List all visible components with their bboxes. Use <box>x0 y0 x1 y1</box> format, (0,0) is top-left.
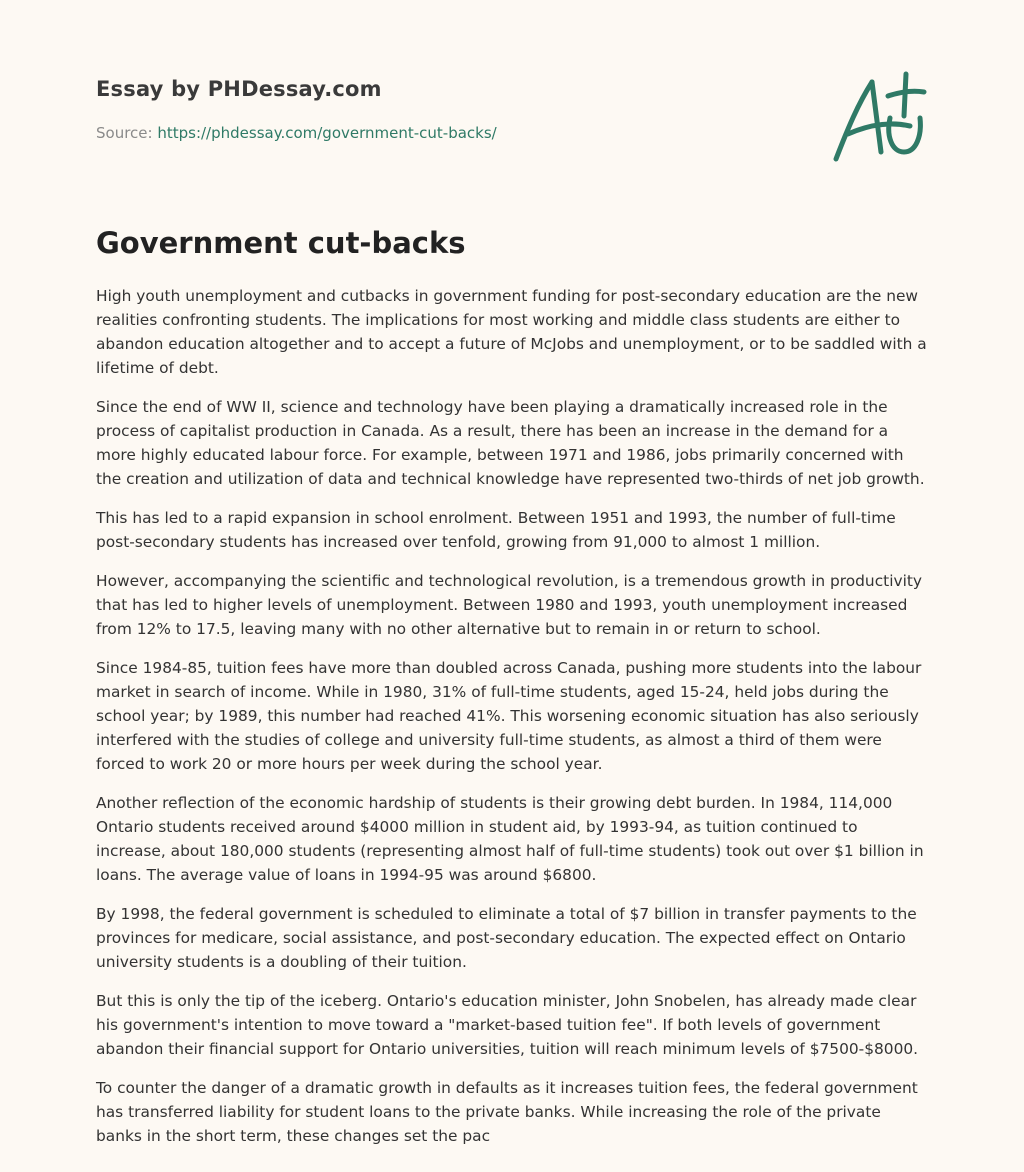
essay-paragraph: High youth unemployment and cutbacks in government funding for post-secondary education are the new realities confronting students. The implications for most working and middle class students are either to abandon education altogether and to accept a future of McJobs and unemployment, or to be saddled with a lifetime of debt. <box>96 287 927 377</box>
source-label: Source: <box>96 124 158 142</box>
essay-paragraph: This has led to a rapid expansion in school enrolment. Between 1951 and 1993, the number of full-time post-secondary students has increased over tenfold, growing from 91,000 to almost 1 million. <box>96 509 896 551</box>
source-line <box>96 124 497 142</box>
essay-paragraph: Since the end of WW II, science and technology have been playing a dramatically increased role in the process of capitalist production in Canada. As a result, there has been an increase in the demand for a more highly educated labour force. For example, between 1971 and 1986, jobs primarily concerned with the creation and utilization of data and technical knowledge have represented two-thirds of net job growth. <box>96 398 925 488</box>
source-link[interactable]: https://phdessay.com/government-cut-backs/ <box>157 124 497 142</box>
a-plus-logo-icon <box>828 66 928 166</box>
page-header <box>96 0 928 200</box>
essay-paragraph: Since 1984-85, tuition fees have more than doubled across Canada, pushing more students into the labour market in search of income. While in 1980, 31% of full-time students, aged 15-24, held jobs during the school year; by 1989, this number had reached 41%. This worsening economic situation has also seriously interfered with the studies of college and university full-time students, as almost a third of them were forced to work 20 or more hours per week during the school year. <box>96 659 922 773</box>
essay-paragraph: However, accompanying the scientific and technological revolution, is a tremendous growth in productivity that has led to higher levels of unemployment. Between 1980 and 1993, youth unemployment increased from 12% to 17.5, leaving many with no other alternative but to remain in or return to school. <box>96 572 922 638</box>
essay-paragraph: But this is only the tip of the iceberg. Ontario's education minister, John Snobelen, has already made clear his government's intention to move toward a "market-based tuition fee". If both levels of government abandon their financial support for Ontario universities, tuition will reach minimum levels of $7500-$8000. <box>96 992 919 1058</box>
site-brand: Essay by PHDessay.com <box>96 77 382 101</box>
essay-title: Government cut-backs <box>96 226 466 260</box>
essay-body <box>96 284 928 1163</box>
essay-paragraph: By 1998, the federal government is scheduled to eliminate a total of $7 billion in transfer payments to the provinces for medicare, social assistance, and post-secondary education. The expected effect on Ontario university students is a doubling of their tuition. <box>96 905 917 971</box>
essay-paragraph: To counter the danger of a dramatic growth in defaults as it increases tuition fees, the federal government has transferred liability for student loans to the private banks. While increasing the role of the private banks in the short term, these changes set the pac <box>96 1079 918 1145</box>
essay-paragraph: Another reflection of the economic hardship of students is their growing debt burden. In 1984, 114,000 Ontario students received around $4000 million in student aid, by 1993-94, as tuition continued to increase, about 180,000 students (representing almost half of full-time students) took out over $1 billion in loans. The average value of loans in 1994-95 was around $6800. <box>96 794 924 884</box>
